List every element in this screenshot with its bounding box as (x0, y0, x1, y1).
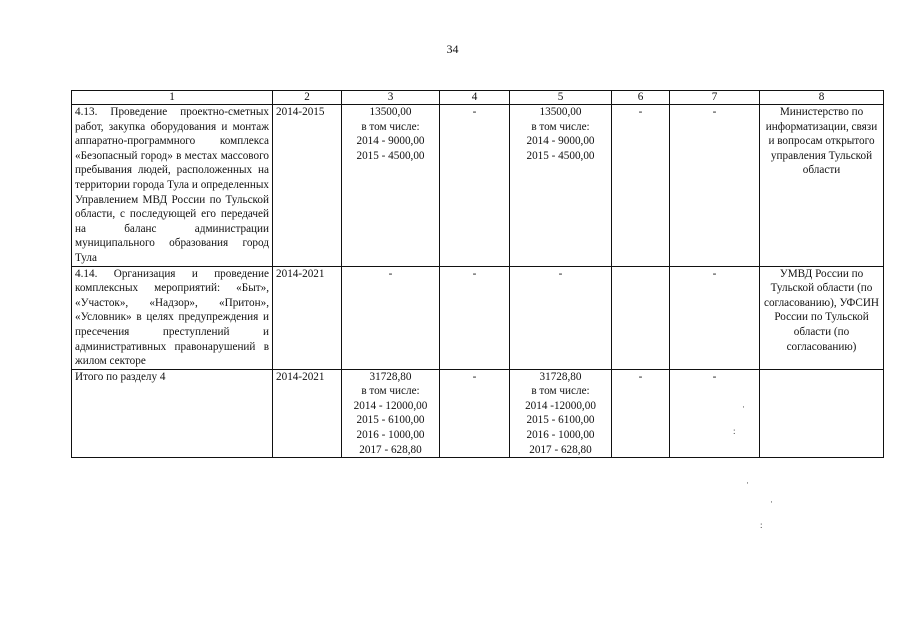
regional-funding-cell (510, 266, 612, 369)
amount-line: в том числе: (531, 385, 590, 398)
funding-cell-col6: - (612, 105, 670, 267)
column-number: 1 (72, 91, 273, 105)
funding-cell-col4: - (440, 369, 510, 458)
amount-line: 2015 - 6100,00 (356, 414, 425, 427)
responsible-executor: УМВД России по Тульской области (по согласованию), УФСИН России по Тульской области (по согласованию) (760, 266, 884, 369)
amount-line: 2016 - 1000,00 (526, 429, 595, 442)
column-number: 2 (273, 91, 342, 105)
column-number: 5 (510, 91, 612, 105)
program-table (71, 90, 884, 458)
amount-line: 2017 - 628,80 (529, 443, 592, 456)
amount-line: - (558, 267, 563, 280)
table-row-total (72, 369, 884, 458)
period-cell: 2014-2021 (273, 369, 342, 458)
total-funding-cell (342, 369, 440, 458)
funding-cell-col6 (612, 266, 670, 369)
amount-line: 31728,80 (369, 370, 412, 383)
amount-line: 2016 - 1000,00 (356, 429, 425, 442)
total-funding-cell (342, 105, 440, 267)
column-number: 3 (342, 91, 440, 105)
amount-line: в том числе: (361, 120, 420, 133)
funding-cell-col7: - (670, 369, 760, 458)
responsible-executor: Министерство по информатизации, связи и вопросам открытого управления Тульской области (760, 105, 884, 267)
funding-cell-col6: - (612, 369, 670, 458)
column-number-row (72, 91, 884, 105)
amount-line: 13500,00 (539, 106, 582, 118)
scan-speck: · (770, 497, 773, 507)
amount-line: 2014 - 9000,00 (526, 135, 595, 148)
table-row (72, 266, 884, 369)
regional-funding-cell (510, 105, 612, 267)
amount-line: 2014 -12000,00 (525, 399, 596, 412)
amount-line: 2014 - 9000,00 (356, 135, 425, 148)
funding-cell-col7: - (670, 266, 760, 369)
funding-cell-col4: - (440, 105, 510, 267)
amount-line: 2014 - 12000,00 (353, 399, 428, 412)
funding-cell-col7: - (670, 105, 760, 267)
amount-line: 31728,80 (539, 370, 582, 383)
scan-speck: : (760, 520, 763, 530)
amount-line: 2015 - 4500,00 (356, 149, 425, 162)
regional-funding-cell (510, 369, 612, 458)
page-number: 34 (446, 42, 459, 56)
amount-line: в том числе: (361, 385, 420, 398)
amount-line: в том числе: (531, 120, 590, 133)
column-number: 6 (612, 91, 670, 105)
total-label: Итого по разделу 4 (72, 369, 273, 458)
column-number: 7 (670, 91, 760, 105)
period-cell: 2014-2021 (273, 266, 342, 369)
scan-speck: · (742, 402, 745, 412)
measure-description: 4.14. Организация и проведение комплексных мероприятий: «Быт», «Участок», «Надзор», «Притон», «Условник» в целях предупреждения и пресечения преступлений и административных правонарушений в жилом секторе (72, 266, 273, 369)
total-funding-cell (342, 266, 440, 369)
column-number: 4 (440, 91, 510, 105)
scan-speck: : (733, 426, 736, 436)
amount-line: 2015 - 6100,00 (526, 414, 595, 427)
column-number: 8 (760, 91, 884, 105)
amount-line: 13500,00 (369, 106, 412, 118)
table-row (72, 105, 884, 267)
funding-cell-col4: - (440, 266, 510, 369)
scan-speck: · (746, 478, 749, 488)
amount-line: - (388, 267, 393, 280)
measure-description: 4.13. Проведение проектно-сметных работ, закупка оборудования и монтаж аппаратно-программного комплекса «Безопасный город» в местах массового пребывания людей, расположенных на территории города Тула и определенных Управлением МВД России по Тульской области, с последующей его передачей на баланс администрации муниципального образования город Тула (72, 105, 273, 267)
amount-line: 2017 - 628,80 (359, 443, 422, 456)
period-cell: 2014-2015 (273, 105, 342, 267)
responsible-executor (760, 369, 884, 458)
amount-line: 2015 - 4500,00 (526, 149, 595, 162)
